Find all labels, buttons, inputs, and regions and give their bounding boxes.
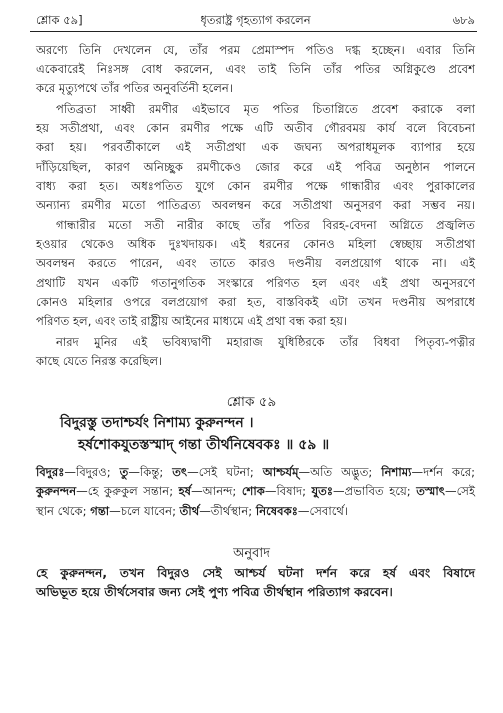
- header-verse-ref: শ্লোক ৫৯]: [36, 13, 83, 27]
- translation-text: [36, 564, 475, 602]
- synonym-meaning: —সেই স্থান থেকে;: [36, 484, 475, 518]
- text-line: অন্যান্য রমণীর মতো পাতিব্রত্য অবলম্বন করে সতীপ্রথা অনুসরণ করা সম্ভব নয়।: [36, 198, 475, 213]
- running-header: [36, 12, 475, 30]
- text-line: অবলম্বন করতে পারেন, এবং তাতে কারও দণ্ডনীয় বলপ্রয়োগ থাকে না। এই: [36, 256, 475, 271]
- synonym-meaning: —আনন্দ;: [191, 484, 242, 499]
- synonym-word: কুরুনন্দন: [36, 484, 77, 499]
- synonym-word: তৎ: [172, 465, 188, 479]
- synonym-meaning: —কিন্তু;: [128, 465, 173, 479]
- text-line: অভিভূত হয়ে তীর্থসেবার জন্য সেই পুণ্য পবিত্র তীর্থস্থান পরিত্যাগ করবেন।: [36, 585, 393, 599]
- text-line: কাছে যেতে নিরস্ত করেছিল।: [36, 354, 163, 369]
- purport-paragraph-1: [36, 41, 475, 99]
- page-number: ৬৮৯: [452, 13, 475, 27]
- purport-paragraph-4: [36, 333, 475, 371]
- sanskrit-verse: [60, 412, 463, 456]
- synonym-meaning: —তীর্থস্থান;: [199, 503, 256, 518]
- translation-title: অনুবাদ: [233, 546, 270, 561]
- text-line: পরিণত হল, এবং তাই রাষ্ট্রীয় আইনের মাধ্যমে এই প্রথা বন্ধ করা হয়।: [36, 314, 348, 329]
- text-line: একেবারেই নিঃসঙ্গ বোধ করলেন, এবং তাই তিনি তাঁর পতির অগ্নিকুণ্ডে প্রবেশ: [36, 62, 475, 77]
- text-line: হওয়ার থেকেও অধিক দুঃখদায়ক। এই ধরনের কোনও মহিলা স্বেচ্ছায় সতীপ্রথা: [36, 237, 475, 252]
- text-line: গান্ধারীর মতো সতী নারীর কাছে তাঁর পতির বিরহ-বেদনা অগ্নিতে প্রজ্বলিত: [56, 218, 475, 232]
- synonym-word: বিদুরঃ: [36, 465, 65, 479]
- text-line: করে মৃত্যুপথে তাঁর পতির অনুবর্তিনী হলেন।: [36, 81, 233, 96]
- synonym-word: আশ্চর্যম্: [262, 465, 299, 479]
- text-line: প্রথাটি যখন একটি গতানুগতিক সংস্কারে পরিণত হল এবং এই প্রথা অনুসরণে: [36, 275, 475, 290]
- header-rule: [30, 31, 477, 32]
- synonym-word: হর্ষ: [178, 484, 192, 499]
- synonym-word: গন্তা: [90, 503, 110, 518]
- text-line: পতিব্রতা সাধ্বী রমণীর এইভাবে মৃত পতির চিতাগ্নিতে প্রবেশ করাকে বলা: [56, 102, 475, 116]
- text-line: হে কুরুনন্দন, তখন বিদুরও সেই আশ্চর্য ঘটনা দর্শন করে হর্ষ এবং বিষাদে: [36, 566, 475, 580]
- synonym-word: তীর্থ: [179, 503, 200, 518]
- purport-paragraph-3: [36, 216, 475, 331]
- synonym-word: নিশাম্য: [381, 465, 412, 479]
- text-line: করা হয়। পরবর্তীকালে এই সতীপ্রথা এক জঘন্য অপরাধমূলক ব্যাপার হয়ে: [36, 140, 475, 155]
- header-chapter-title: ধৃতরাষ্ট্র গৃহত্যাগ করলেন: [200, 13, 311, 27]
- verse-number: শ্লোক ৫৯: [226, 394, 277, 410]
- text-line: দাঁড়িয়েছিল, কারণ অনিচ্ছুক রমণীকেও জোর করে এই পবিত্র অনুষ্ঠান পালনে: [36, 159, 475, 174]
- synonym-word: শোক: [241, 484, 265, 499]
- synonym-word: যুতঃ: [311, 484, 334, 499]
- synonym-meaning: —অতি অদ্ভুত;: [298, 465, 382, 479]
- word-synonyms: [36, 463, 475, 521]
- text-line: হয় সতীপ্রথা, এবং কোন রমণীর পক্ষে এটি অতীব গৌরবময় কার্য বলে বিবেচনা: [36, 121, 475, 136]
- synonym-meaning: —সেই ঘটনা;: [187, 465, 263, 479]
- synonym-meaning: —প্রভাবিত হয়ে;: [333, 484, 417, 499]
- synonym-meaning: —সেবার্থে।: [297, 503, 349, 518]
- synonym-meaning: —বিদুরও;: [64, 465, 120, 479]
- text-line: বাধ্য করা হত। অধঃপতিত যুগে কোন রমণীর পক্ষে গান্ধারীর এবং পুরাকালের: [36, 178, 475, 193]
- text-line: অরণ্যে তিনি দেখলেন যে, তাঁর পরম প্রেমাস্পদ পতিও দগ্ধ হচ্ছেন। এবার তিনি: [36, 43, 475, 57]
- verse-line-2: হর্ষশোকযুতস্তস্মাদ্ গন্তা তীর্থনিষেবকঃ ॥ ৫৯ ॥: [78, 437, 330, 453]
- synonym-meaning: —চলে যাবেন;: [109, 503, 180, 518]
- synonym-meaning: —বিষাদ;: [264, 484, 312, 499]
- synonym-meaning: —দর্শন করে;: [411, 465, 476, 479]
- text-line: নারদ মুনির এই ভবিষ্যদ্বাণী মহারাজ যুধিষ্ঠিরকে তাঁর বিধবা পিতৃব্য-পত্নীর: [56, 335, 475, 349]
- verse-line-1: বিদুরস্তু তদাশ্চর্যং নিশাম্য কুরুনন্দন ।: [60, 415, 254, 431]
- synonym-word: নিষেবকঃ: [255, 503, 298, 518]
- synonym-word: তস্মাৎ: [416, 484, 445, 499]
- synonym-meaning: —হে কুরুকুল সন্তান;: [76, 484, 179, 499]
- synonym-word: তু: [119, 465, 129, 479]
- purport-paragraph-2: [36, 100, 475, 215]
- text-line: কোনও মহিলার ওপরে বলপ্রয়োগ করা হত, বাস্তবিকই এটা তখন দণ্ডনীয় অপরাধে: [36, 294, 475, 309]
